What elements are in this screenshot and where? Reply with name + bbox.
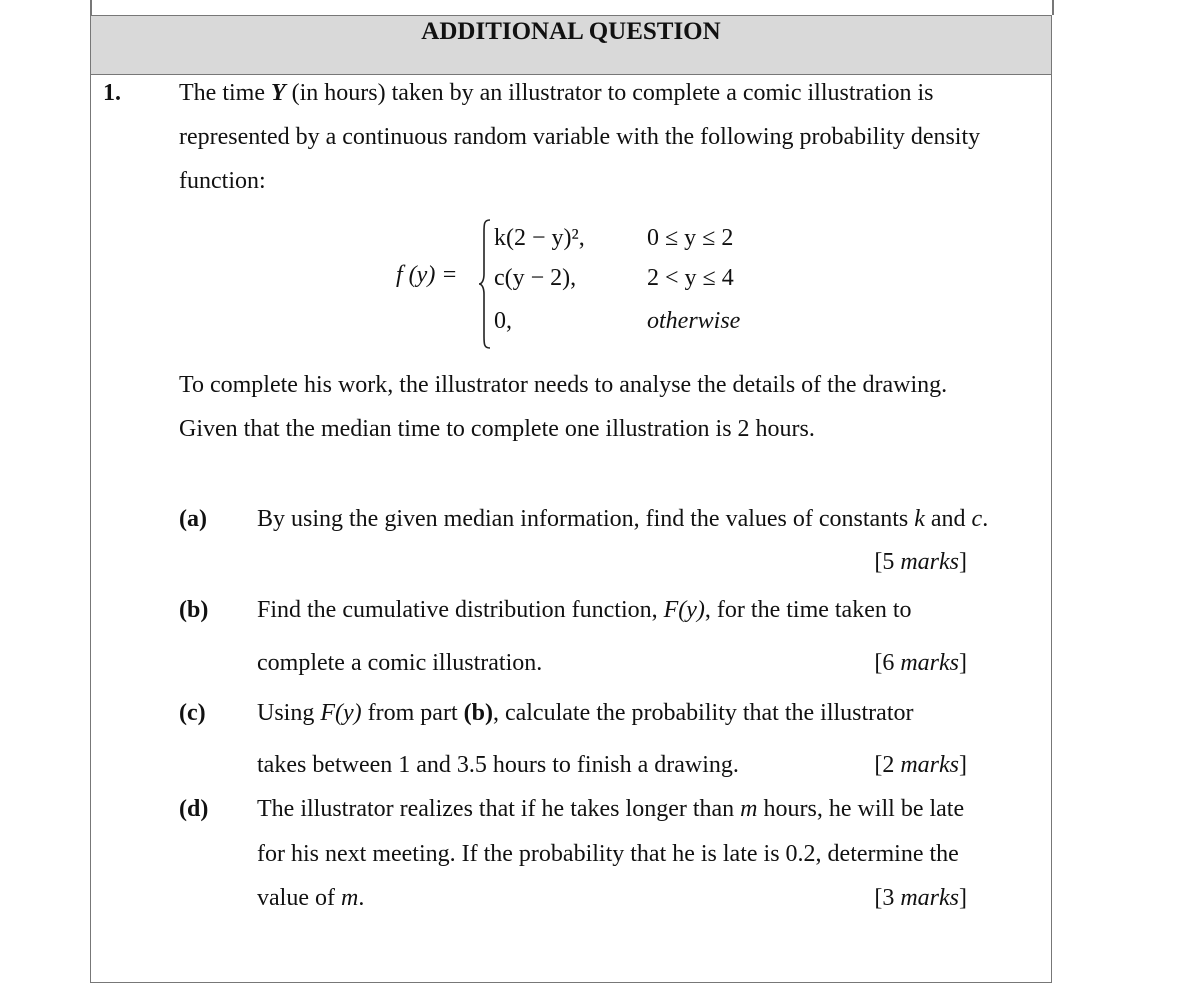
text: hours, he will be late bbox=[757, 796, 965, 822]
variable: Y bbox=[270, 80, 286, 106]
text: ] bbox=[959, 650, 967, 676]
text: [6 bbox=[874, 650, 901, 676]
pdf-cond-3: otherwise bbox=[647, 308, 741, 334]
part-d-label: (d) bbox=[179, 796, 209, 822]
table-border bbox=[1052, 0, 1054, 15]
text: [3 bbox=[874, 885, 901, 911]
intro-line-2: represented by a continuous random variable with the following probability density bbox=[179, 124, 981, 150]
text: Using bbox=[257, 700, 321, 726]
text: By using the given median information, find the values of constants bbox=[257, 506, 915, 532]
question-number: 1. bbox=[103, 80, 121, 106]
intro-line-1 bbox=[179, 80, 934, 107]
header-row bbox=[91, 16, 1051, 75]
text: [5 bbox=[874, 549, 901, 575]
text: and bbox=[924, 506, 972, 532]
text: ] bbox=[959, 752, 967, 778]
function: F(y) bbox=[663, 597, 705, 623]
pdf-lhs: f (y) = bbox=[396, 262, 458, 288]
text: marks bbox=[900, 885, 959, 911]
text: The illustrator realizes that if he takes longer than bbox=[257, 796, 741, 822]
intro-line-3: function: bbox=[179, 168, 266, 194]
part-a-text bbox=[257, 506, 988, 533]
part-b-label: (b) bbox=[179, 597, 209, 623]
header-title: ADDITIONAL QUESTION bbox=[421, 18, 721, 45]
text: [2 bbox=[874, 752, 901, 778]
context-line-1: To complete his work, the illustrator needs to analyse the details of the drawing. bbox=[179, 372, 948, 398]
pdf-cond-1: 0 ≤ y ≤ 2 bbox=[647, 225, 734, 251]
text: , for the time taken to bbox=[704, 597, 912, 623]
question-table bbox=[90, 15, 1052, 983]
pdf-expr-2: c(y − 2), bbox=[494, 265, 577, 291]
variable: k bbox=[914, 506, 925, 532]
text: . bbox=[358, 885, 365, 911]
text: . bbox=[982, 506, 989, 532]
function: F(y) bbox=[320, 700, 362, 726]
table-border bbox=[90, 0, 92, 15]
part-a-label: (a) bbox=[179, 506, 207, 532]
brace-icon bbox=[478, 218, 492, 350]
variable: m bbox=[740, 796, 758, 822]
text: ] bbox=[959, 549, 967, 575]
text: Find the cumulative distribution function, bbox=[257, 597, 664, 623]
text: marks bbox=[900, 650, 959, 676]
part-c-label: (c) bbox=[179, 700, 206, 726]
variable: c bbox=[971, 506, 983, 532]
text: , calculate the probability that the illustrator bbox=[492, 700, 914, 726]
text: (b) bbox=[463, 700, 493, 726]
text: marks bbox=[900, 752, 959, 778]
context-line-2: Given that the median time to complete one illustration is 2 hours. bbox=[179, 416, 815, 442]
text: (in hours) taken by an illustrator to complete a comic illustration is bbox=[285, 80, 934, 106]
part-d-line-3 bbox=[257, 885, 364, 912]
text: from part bbox=[361, 700, 464, 726]
text: ] bbox=[959, 885, 967, 911]
part-b-text bbox=[257, 597, 912, 624]
variable: m bbox=[340, 885, 359, 911]
part-d-text bbox=[257, 796, 964, 823]
part-c-text bbox=[257, 700, 913, 727]
part-d-line-2: for his next meeting. If the probability that he is late is 0.2, determine the bbox=[257, 841, 959, 867]
part-c-line-2: takes between 1 and 3.5 hours to finish a drawing. bbox=[257, 752, 739, 778]
part-b-line-2: complete a comic illustration. bbox=[257, 650, 543, 676]
part-a-marks bbox=[874, 549, 967, 576]
text: marks bbox=[900, 549, 959, 575]
text: value of bbox=[257, 885, 341, 911]
pdf-expr-3: 0, bbox=[494, 308, 512, 334]
pdf-cond-2: 2 < y ≤ 4 bbox=[647, 265, 734, 291]
part-b-marks bbox=[874, 650, 967, 677]
pdf-expr-1: k(2 − y)², bbox=[494, 225, 585, 251]
part-c-marks bbox=[874, 752, 967, 779]
part-d-marks bbox=[874, 885, 967, 912]
text: The time bbox=[179, 80, 271, 106]
